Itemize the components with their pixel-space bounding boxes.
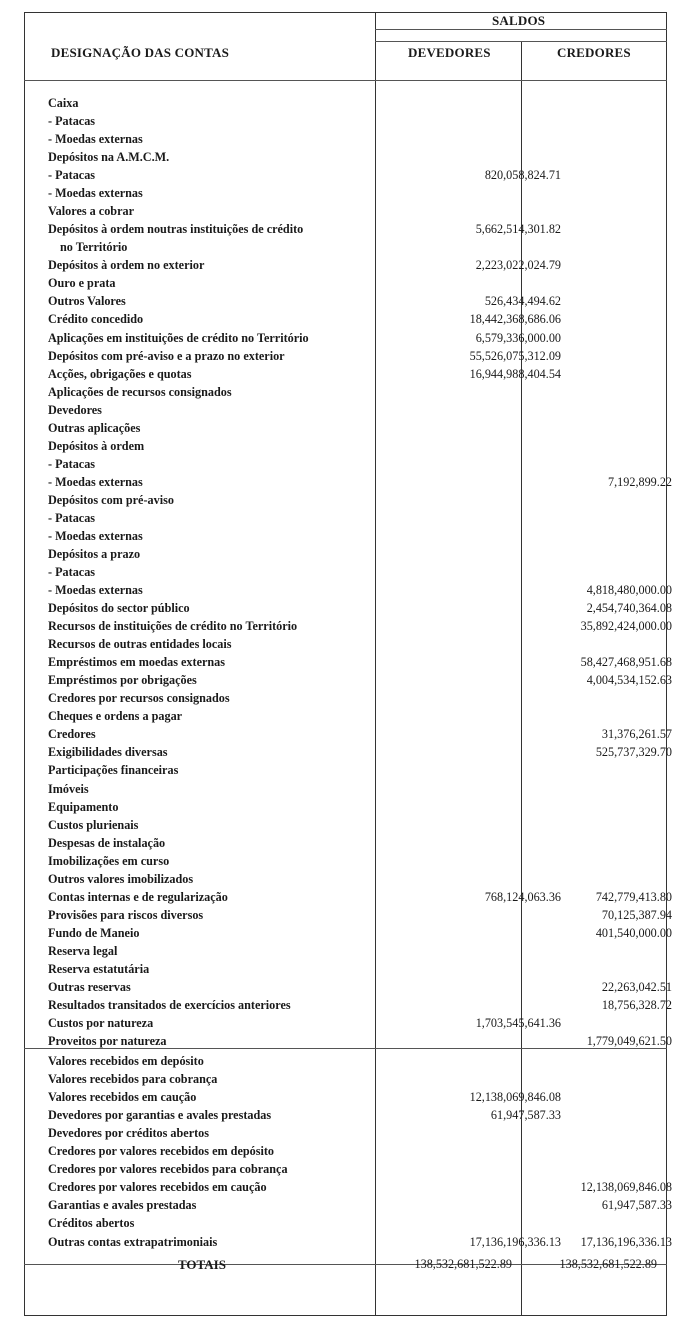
table-row bbox=[48, 1124, 668, 1142]
totals-credores: 138,532,681,522.89 bbox=[559, 1257, 657, 1271]
table-row bbox=[48, 365, 668, 383]
table-row bbox=[48, 545, 668, 563]
table-row bbox=[48, 1088, 668, 1106]
account-label: Depósitos a prazo bbox=[48, 547, 141, 561]
account-label: Aplicações de recursos consignados bbox=[48, 384, 232, 399]
table-row bbox=[48, 888, 672, 906]
account-label: Depósitos à ordem no exterior bbox=[48, 258, 205, 273]
account-label: no Território bbox=[60, 240, 128, 255]
table-row bbox=[48, 978, 672, 996]
header-devedores: DEVEDORES bbox=[408, 45, 491, 60]
table-row bbox=[48, 942, 668, 960]
account-label: Empréstimos por obrigações bbox=[48, 673, 197, 688]
account-label: - Moedas externas bbox=[48, 583, 143, 598]
table-row bbox=[48, 581, 672, 599]
table-row bbox=[48, 1014, 668, 1032]
account-label: Recursos de instituições de crédito no Território bbox=[48, 619, 298, 634]
table-row bbox=[48, 419, 668, 437]
devedores-value: 1,703,545,641.36 bbox=[475, 1016, 561, 1031]
table-row bbox=[48, 383, 668, 401]
credores-value: 401,540,000.00 bbox=[595, 925, 672, 940]
table-row bbox=[48, 491, 668, 509]
table-row bbox=[48, 743, 672, 761]
account-label: - Patacas bbox=[48, 510, 96, 525]
table-row bbox=[48, 527, 668, 545]
account-label: Credores por valores recebidos em depósito bbox=[48, 1144, 275, 1159]
table-row bbox=[48, 473, 672, 491]
table-row bbox=[48, 653, 672, 671]
table-row bbox=[48, 238, 668, 256]
account-label: Créditos abertos bbox=[48, 1216, 135, 1231]
account-label: Contas internas e de regularização bbox=[48, 889, 228, 904]
table-row bbox=[48, 202, 668, 220]
table-row bbox=[48, 112, 668, 130]
header-saldos: SALDOS bbox=[492, 13, 546, 28]
subheader-line bbox=[375, 41, 667, 42]
account-label: Outros Valores bbox=[48, 294, 126, 309]
table-row bbox=[48, 274, 668, 292]
devedores-value: 6,579,336,000.00 bbox=[475, 330, 561, 345]
account-label: - Moedas externas bbox=[48, 132, 143, 147]
table-row bbox=[48, 220, 668, 238]
account-label: - Moedas externas bbox=[48, 186, 143, 201]
account-label: Depósitos com pré-aviso bbox=[48, 492, 174, 507]
account-label: Credores por valores recebidos para cobrança bbox=[48, 1162, 288, 1177]
account-label: Credores bbox=[48, 727, 96, 742]
table-row bbox=[48, 1106, 668, 1124]
credores-value: 742,779,413.80 bbox=[595, 889, 672, 904]
account-label: Outros valores imobilizados bbox=[48, 871, 194, 886]
table-row bbox=[48, 599, 672, 617]
table-row bbox=[48, 437, 668, 455]
account-label: Acções, obrigações e quotas bbox=[48, 366, 192, 381]
account-label: Valores recebidos para cobrança bbox=[48, 1072, 218, 1087]
account-label: Outras aplicações bbox=[48, 420, 141, 435]
table-row bbox=[48, 166, 668, 184]
credores-value: 525,737,329.70 bbox=[595, 745, 672, 760]
credores-value: 22,263,042.51 bbox=[601, 979, 672, 994]
table-row bbox=[48, 1160, 668, 1178]
account-label: Depósitos do sector público bbox=[48, 601, 190, 616]
credores-value: 58,427,468,951.68 bbox=[580, 655, 672, 670]
account-label: Devedores por créditos abertos bbox=[48, 1126, 210, 1141]
account-label: Exigibilidades diversas bbox=[48, 745, 168, 760]
table-row bbox=[48, 130, 668, 148]
header-credores: CREDORES bbox=[557, 45, 631, 60]
credores-value: 70,125,387.94 bbox=[601, 907, 672, 922]
account-label: Provisões para riscos diversos bbox=[48, 907, 204, 922]
table-row bbox=[48, 256, 668, 274]
account-label: Custos plurienais bbox=[48, 817, 139, 832]
account-label: Outras contas extrapatrimoniais bbox=[48, 1234, 218, 1249]
devedores-value: 768,124,063.36 bbox=[484, 889, 561, 904]
table-row bbox=[48, 1070, 668, 1088]
account-label: Credores por valores recebidos em caução bbox=[48, 1180, 267, 1195]
table-row bbox=[48, 1142, 668, 1160]
table-row bbox=[48, 798, 668, 816]
table-row bbox=[48, 725, 672, 743]
account-label: Aplicações em instituições de crédito no Território bbox=[48, 330, 309, 345]
account-label: Valores a cobrar bbox=[48, 204, 134, 219]
table-row bbox=[48, 563, 668, 581]
table-row bbox=[48, 1032, 672, 1050]
account-label: - Patacas bbox=[48, 565, 96, 580]
table-row bbox=[48, 329, 668, 347]
totals-devedores: 138,532,681,522.89 bbox=[414, 1257, 512, 1271]
table-row bbox=[48, 906, 672, 924]
header-bottom-line bbox=[24, 80, 667, 81]
account-label: Valores recebidos em caução bbox=[48, 1090, 197, 1105]
table-row bbox=[48, 870, 668, 888]
saldos-underline bbox=[375, 29, 667, 30]
devedores-value: 820,058,824.71 bbox=[484, 168, 561, 183]
account-label: Reserva legal bbox=[48, 943, 118, 958]
devedores-value: 55,526,075,312.09 bbox=[469, 348, 561, 363]
account-label: Caixa bbox=[48, 96, 79, 110]
devedores-value: 17,136,196,336.13 bbox=[469, 1234, 561, 1249]
table-row bbox=[48, 184, 668, 202]
credores-value: 4,818,480,000.00 bbox=[586, 583, 672, 598]
account-label: Devedores bbox=[48, 402, 102, 417]
table-row bbox=[48, 635, 668, 653]
table-row bbox=[48, 834, 668, 852]
table-row bbox=[48, 292, 668, 310]
table-row bbox=[48, 455, 668, 473]
credores-value: 12,138,069,846.08 bbox=[580, 1180, 672, 1195]
totals-label: TOTAIS bbox=[178, 1257, 226, 1272]
table-row bbox=[48, 996, 672, 1014]
credores-value: 4,004,534,152.63 bbox=[586, 673, 672, 688]
account-label: - Patacas bbox=[48, 114, 96, 129]
table-row bbox=[48, 310, 668, 328]
account-label: Despesas de instalação bbox=[48, 835, 166, 850]
account-label: Depósitos com pré-aviso e a prazo no exterior bbox=[48, 348, 285, 363]
account-label: Equipamento bbox=[48, 799, 119, 814]
account-label: Reserva estatutária bbox=[48, 961, 150, 976]
account-label: Custos por natureza bbox=[48, 1016, 154, 1031]
credores-value: 35,892,424,000.00 bbox=[580, 619, 672, 634]
account-label: Proveitos por natureza bbox=[48, 1034, 167, 1049]
devedores-value: 526,434,494.62 bbox=[484, 294, 561, 309]
table-row bbox=[48, 780, 668, 798]
credores-value: 1,779,049,621.50 bbox=[586, 1034, 672, 1049]
table-row bbox=[48, 707, 668, 725]
credores-value: 18,756,328.72 bbox=[601, 998, 672, 1012]
devedores-value: 12,138,069,846.08 bbox=[469, 1090, 561, 1105]
table-row bbox=[48, 1178, 672, 1196]
account-label: Crédito concedido bbox=[48, 312, 144, 327]
table-row bbox=[48, 816, 668, 834]
table-row bbox=[48, 401, 668, 419]
account-label: Depósitos à ordem noutras instituições de crédito bbox=[48, 222, 304, 237]
account-label: Empréstimos em moedas externas bbox=[48, 655, 226, 670]
account-label: Cheques e ordens a pagar bbox=[48, 709, 183, 724]
table-row bbox=[48, 617, 672, 635]
credores-value: 17,136,196,336.13 bbox=[580, 1234, 672, 1249]
account-label: Participações financeiras bbox=[48, 763, 179, 778]
account-label: Outras reservas bbox=[48, 979, 131, 994]
account-label: Fundo de Maneio bbox=[48, 925, 140, 940]
devedores-value: 16,944,988,404.54 bbox=[469, 366, 561, 381]
account-label: - Moedas externas bbox=[48, 528, 143, 543]
table-row bbox=[48, 1214, 668, 1232]
devedores-value: 2,223,022,024.79 bbox=[475, 258, 561, 273]
account-label: Depósitos na A.M.C.M. bbox=[48, 150, 170, 165]
table-row bbox=[48, 689, 668, 707]
table-row bbox=[48, 509, 668, 527]
account-label: - Patacas bbox=[48, 168, 96, 183]
account-label: - Patacas bbox=[48, 456, 96, 471]
table-row bbox=[48, 671, 672, 689]
table-row bbox=[48, 1196, 672, 1214]
devedores-value: 18,442,368,686.06 bbox=[469, 312, 561, 327]
table-row bbox=[48, 1233, 672, 1251]
credores-value: 2,454,740,364.08 bbox=[586, 601, 672, 616]
table-row bbox=[48, 924, 672, 942]
credores-value: 7,192,899.22 bbox=[608, 474, 672, 489]
table-row bbox=[48, 148, 668, 166]
account-label: - Moedas externas bbox=[48, 474, 143, 489]
devedores-value: 61,947,587.33 bbox=[490, 1108, 561, 1123]
table-row bbox=[48, 1052, 668, 1070]
account-label: Valores recebidos em depósito bbox=[48, 1054, 204, 1069]
account-label: Ouro e prata bbox=[48, 276, 116, 291]
credores-value: 31,376,261.57 bbox=[601, 727, 672, 742]
table-row bbox=[48, 761, 668, 779]
account-label: Credores por recursos consignados bbox=[48, 691, 230, 706]
devedores-value: 5,662,514,301.82 bbox=[475, 222, 561, 237]
table-row bbox=[48, 94, 668, 112]
header-designacao: DESIGNAÇÃO DAS CONTAS bbox=[51, 45, 230, 60]
account-label: Garantias e avales prestadas bbox=[48, 1198, 197, 1213]
account-label: Recursos de outras entidades locais bbox=[48, 637, 232, 652]
account-label: Resultados transitados de exercícios anteriores bbox=[48, 998, 291, 1012]
table-row bbox=[48, 852, 668, 870]
table-row bbox=[48, 347, 668, 365]
credores-value: 61,947,587.33 bbox=[601, 1198, 672, 1213]
table-row bbox=[48, 960, 668, 978]
account-label: Imóveis bbox=[48, 781, 89, 796]
account-label: Imobilizações em curso bbox=[48, 853, 170, 868]
account-label: Depósitos à ordem bbox=[48, 438, 145, 453]
account-label: Devedores por garantias e avales prestadas bbox=[48, 1108, 272, 1123]
